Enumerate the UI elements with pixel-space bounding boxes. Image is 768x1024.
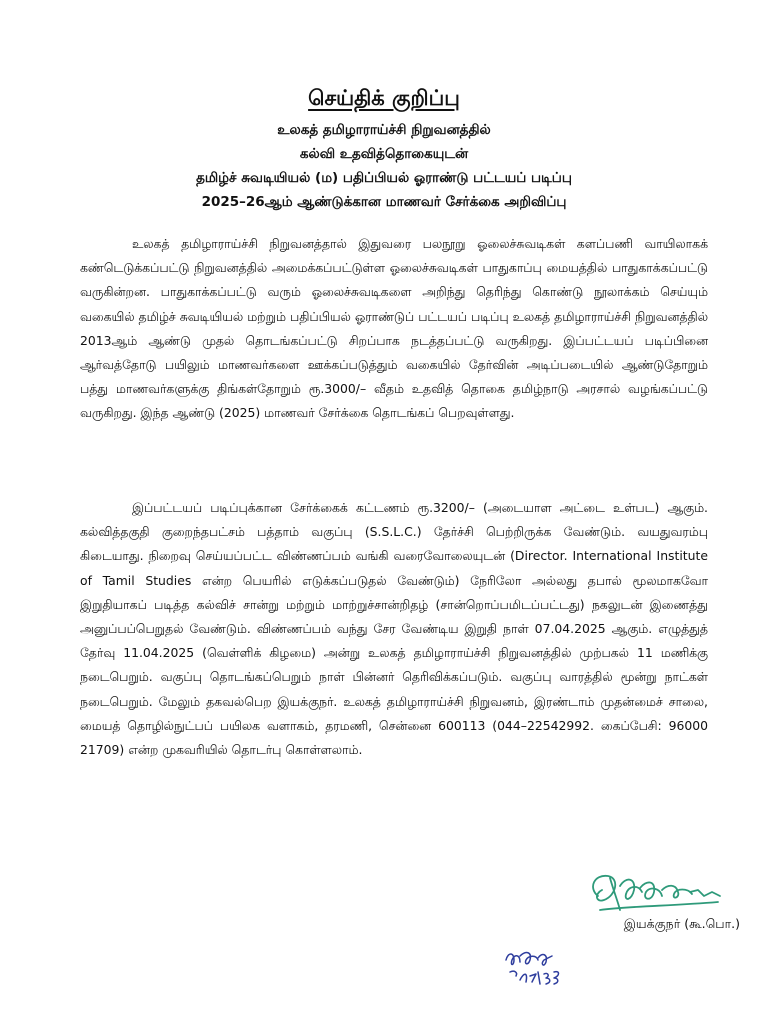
subheading-admission: 2025–26ஆம் ஆண்டுக்கான மாணவர் சேர்க்கை அறிவிப்பு [201, 194, 567, 210]
subheading-institute: உலகத் தமிழாராய்ச்சி நிறுவனத்தில் [277, 122, 491, 138]
subheading-scholarship: கல்வி உதவித்தொகையுடன் [299, 146, 469, 162]
director-signature [580, 866, 730, 922]
page-title: செய்திக் குறிப்பு [308, 86, 460, 110]
signatory-title: இயக்குநர் (கூ.பொ.) [623, 916, 740, 931]
body-paragraph-admission-details: இப்பட்டயப் படிப்புக்கான சேர்க்கைக் கட்டணம் ரூ.3200/– (அடையாள அட்டை உள்பட) ஆகும். கல்வித்தகுதி குறைந்தபட்சம் பத்தாம் வகுப்பு (S.S.L.C.) தேர்ச்சி பெற்றிருக்க வேண்டும். வயதுவரம்பு கிடையாது. நிறைவு செய்யப்பட்ட விண்ணப்பம் வங்கி வரைவோலையுடன் (Director. International Institute of Tamil Studies என்ற பெயரில் எடுக்கப்படுதல் வேண்டும்) நேரிலோ அல்லது தபால் மூலமாகவோ இறுதியாகப் படித்த கல்விச் சான்று மற்றும் மாற்றுச்சான்றிதழ் (சான்றொப்பமிடப்பட்டது) நகலுடன் இணைத்து அனுப்பப்பெறுதல் வேண்டும். விண்ணப்பம் வந்து சேர வேண்டிய இறுதி நாள் 07.04.2025 ஆகும். எழுத்துத் தேர்வு 11.04.2025 (வெள்ளிக் கிழமை) அன்று உலகத் தமிழாராய்ச்சி நிறுவனத்தில் முற்பகல் 11 மணிக்கு நடைபெறும். வகுப்பு தொடங்கப்பெறும் நாள் பின்னர் தெரிவிக்கப்படும். வகுப்பு வாரத்தில் மூன்று நாட்கள் நடைபெறும். மேலும் தகவல்பெற இயக்குநர். உலகத் தமிழாராய்ச்சி நிறுவனம், இரண்டாம் முதன்மைச் சாலை, மையத் தொழில்நுட்பப் பயிலக வளாகம், தரமணி, சென்னை 600113 (044–22542992. கைப்பேசி: 96000 21709) என்ற முகவரியில் தொடர்பு கொள்ளலாம். [80, 500, 708, 758]
subheading-course: தமிழ்ச் சுவடியியல் (ம) பதிப்பியல் ஓராண்டு பட்டயப் படிப்பு [196, 170, 572, 186]
body-paragraph-intro: உலகத் தமிழாராய்ச்சி நிறுவனத்தால் இதுவரை பலநூறு ஓலைச்சுவடிகள் களப்பணி வாயிலாகக் கண்டெடுக்கப்பட்டு நிறுவனத்தில் அமைக்கப்பட்டுள்ள ஓலைச்சுவடிகள் பாதுகாப்பு மையத்தில் பாதுகாக்கப்பட்டு வருகின்றன. பாதுகாக்கப்பட்டு வரும் ஓலைச்சுவடிகளை அறிந்து தெரிந்து கொண்டு நூலாக்கம் செய்யும் வகையில் தமிழ்ச் சுவடியியல் மற்றும் பதிப்பியல் ஓராண்டுப் பட்டயப் படிப்பு உலகத் தமிழாராய்ச்சி நிறுவனத்தில் 2013ஆம் ஆண்டு முதல் தொடங்கப்பட்டு சிறப்பாக நடத்தப்பட்டு வருகிறது. இப்பட்டயப் படிப்பினை ஆர்வத்தோடு பயிலும் மாணவர்களை ஊக்கப்படுத்தும் வகையில் தேர்வின் அடிப்படையில் ஆண்டுதோறும் பத்து மாணவர்களுக்கு திங்கள்தோறும் ரூ.3000/– வீதம் உதவித் தொகை தமிழ்நாடு அரசால் வழங்கப்பட்டு வருகிறது. இந்த ஆண்டு (2025) மாணவர் சேர்க்கை தொடங்கப் பெறவுள்ளது. [80, 236, 708, 421]
handwritten-initials [498, 932, 588, 1002]
